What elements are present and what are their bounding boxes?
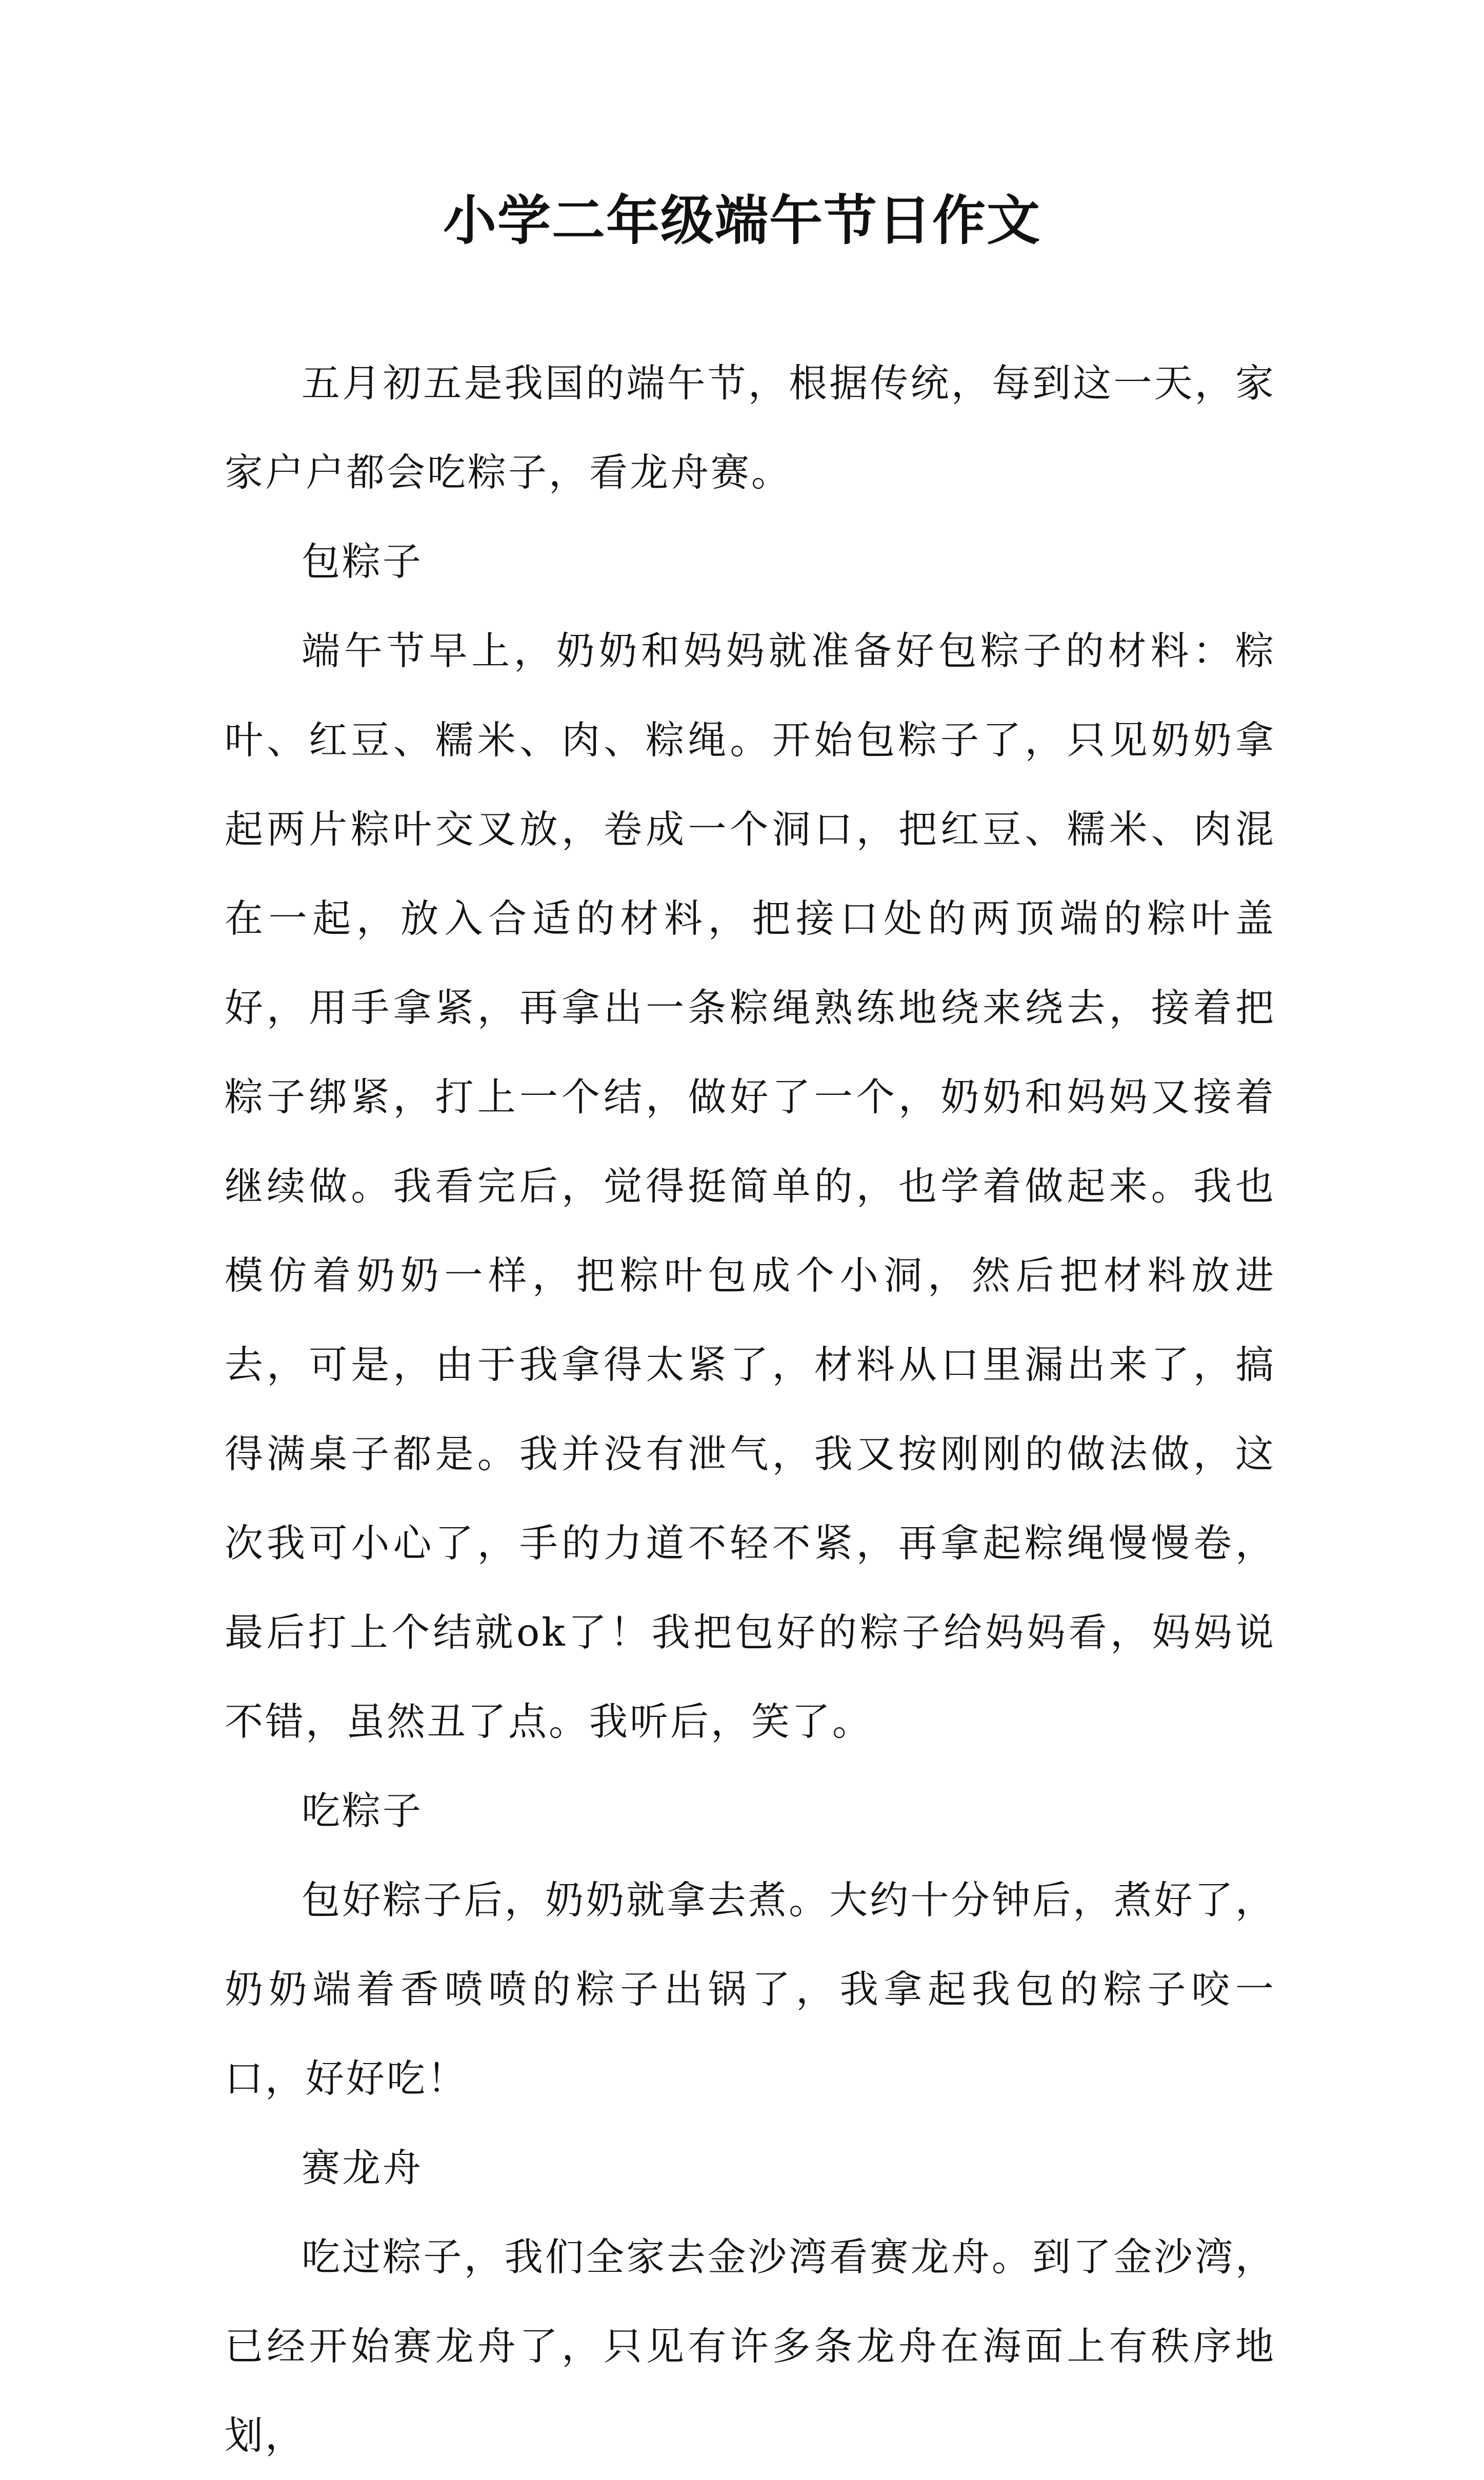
section-heading-eat-zongzi: 吃粽子 (302, 1788, 424, 1833)
section-heading-wrap-zongzi: 包粽子 (302, 539, 424, 584)
paragraph-dragon-boat: 吃过粽子，我们全家去金沙湾看赛龙舟。到了金沙湾，已经开始赛龙舟了，只见有许多条龙舟在海面上有秩序地划， (225, 2234, 1276, 2458)
section-heading-dragon-boat: 赛龙舟 (302, 2145, 424, 2190)
paragraph-intro: 五月初五是我国的端午节，根据传统，每到这一天，家家户户都会吃粽子，看龙舟赛。 (225, 361, 1276, 495)
document-body (225, 338, 1276, 2480)
paragraph-wrap-zongzi: 端午节早上，奶奶和妈妈就准备好包粽子的材料：粽叶、红豆、糯米、肉、粽绳。开始包粽子了，只见奶奶拿起两片粽叶交叉放，卷成一个洞口，把红豆、糯米、肉混在一起，放入合适的材料，把接口处的两顶端的粽叶盖好，用手拿紧，再拿出一条粽绳熟练地绕来绕去，接着把粽子绑紧，打上一个结，做好了一个，奶奶和妈妈又接着继续做。我看完后，觉得挺简单的，也学着做起来。我也模仿着奶奶一样，把粽叶包成个小洞，然后把材料放进去，可是，由于我拿得太紧了，材料从口里漏出来了，搞得满桌子都是。我并没有泄气，我又按刚刚的做法做，这次我可小心了，手的力道不轻不紧，再拿起粽绳慢慢卷，最后打上个结就ok了！我把包好的粽子给妈妈看，妈妈说不错，虽然丑了点。我听后，笑了。 (225, 628, 1276, 1744)
document-title: 小学二年级端午节日作文 (443, 189, 1041, 252)
paragraph-eat-zongzi: 包好粽子后，奶奶就拿去煮。大约十分钟后，煮好了，奶奶端着香喷喷的粽子出锅了，我拿起我包的粽子咬一口，好好吃！ (225, 1877, 1276, 2101)
